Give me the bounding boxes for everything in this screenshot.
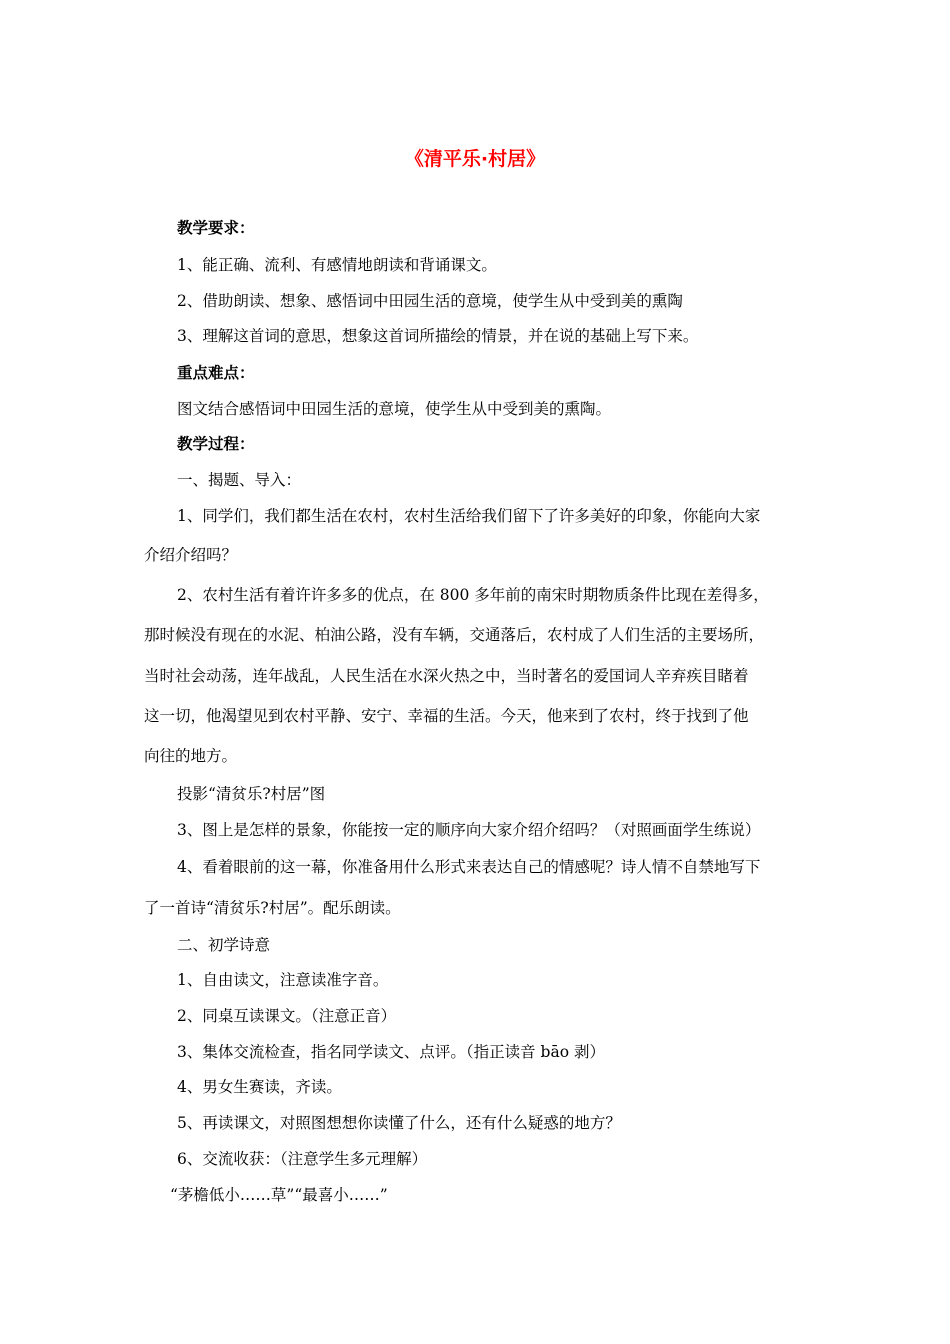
paragraph-line: 那时候没有现在的水泥、柏油公路，没有车辆，交通落后，农村成了人们生活的主要场所， bbox=[144, 626, 765, 644]
list-item: 1、自由读文，注意读准字音。 bbox=[177, 971, 389, 989]
list-item: 2、同桌互读课文。（注意正音） bbox=[177, 1007, 397, 1025]
requirement-item: 2、借助朗读、想象、感悟词中田园生活的意境，使学生从中受到美的熏陶 bbox=[177, 292, 683, 310]
section-heading: 一、揭题、导入： bbox=[177, 471, 302, 489]
requirement-item: 3、理解这首词的意思，想象这首词所描绘的情景，并在说的基础上写下来。 bbox=[177, 327, 699, 345]
page-title: 《清平乐·村居》 bbox=[404, 148, 546, 170]
key-points-text: 图文结合感悟词中田园生活的意境，使学生从中受到美的熏陶。 bbox=[177, 400, 612, 418]
process-heading: 教学过程： bbox=[177, 435, 255, 453]
paragraph-line: 了一首诗“清贫乐?村居”。配乐朗读。 bbox=[144, 899, 401, 917]
list-item: 4、男女生赛读，齐读。 bbox=[177, 1078, 342, 1096]
quote-line: “茅檐低小……草”“最喜小……” bbox=[170, 1186, 388, 1204]
paragraph-line: 这一切，他渴望见到农村平静、安宁、幸福的生活。今天，他来到了农村，终于找到了他 bbox=[144, 707, 749, 725]
requirement-item: 1、能正确、流利、有感情地朗读和背诵课文。 bbox=[177, 256, 497, 274]
paragraph-line: 4、看着眼前的这一幕，你准备用什么形式来表达自己的情感呢？诗人情不自禁地写下 bbox=[177, 858, 761, 876]
paragraph-line: 1、同学们，我们都生活在农村，农村生活给我们留下了许多美好的印象，你能向大家 bbox=[177, 507, 761, 525]
requirements-heading: 教学要求： bbox=[177, 219, 255, 237]
list-item: 6、交流收获：（注意学生多元理解） bbox=[177, 1150, 428, 1168]
paragraph-line: 2、农村生活有着许许多多的优点，在 800 多年前的南宋时期物质条件比现在差得多， bbox=[177, 586, 769, 604]
list-item: 3、集体交流检查，指名同学读文、点评。（指正读音 bāo 剥） bbox=[177, 1043, 605, 1061]
key-points-heading: 重点难点： bbox=[177, 364, 255, 382]
section-heading: 二、初学诗意 bbox=[177, 936, 271, 954]
list-item: 5、再读课文，对照图想想你读懂了什么，还有什么疑惑的地方？ bbox=[177, 1114, 621, 1132]
paragraph-line: 当时社会动荡，连年战乱，人民生活在水深火热之中，当时著名的爱国词人辛弃疾目睹着 bbox=[144, 667, 749, 685]
paragraph-line: 向往的地方。 bbox=[144, 747, 238, 765]
paragraph-line: 介绍介绍吗？ bbox=[144, 546, 238, 564]
paragraph-line: 3、图上是怎样的景象，你能按一定的顺序向大家介绍介绍吗？（对照画面学生练说） bbox=[177, 821, 761, 839]
projection-line: 投影“清贫乐?村居”图 bbox=[177, 785, 326, 803]
